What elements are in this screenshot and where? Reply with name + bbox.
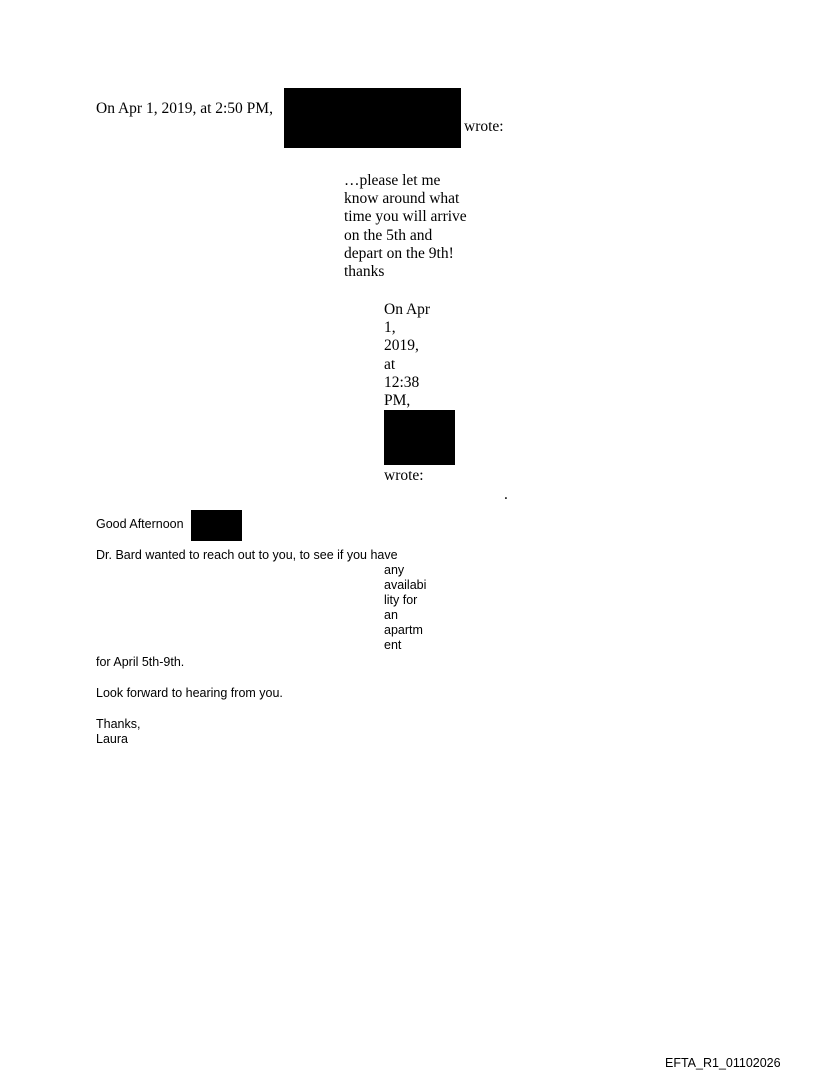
outer-header-suffix: wrote: [464, 118, 504, 135]
body-wrapped-fragment [384, 563, 426, 653]
reply-line: on the 5th and [344, 226, 433, 244]
body-wrapped-line: apartm [384, 623, 423, 637]
reply-line: thanks [344, 263, 385, 281]
inner-header-line: 12:38 [384, 373, 420, 391]
reply-line: know around what [344, 190, 460, 208]
reply-message [344, 172, 467, 281]
greeting: Good Afternoon [96, 517, 184, 531]
outer-header-prefix: On Apr 1, 2019, at 2:50 PM, [96, 100, 273, 117]
body-wrapped-line: any [384, 563, 405, 577]
body-wrapped-line: lity for [384, 593, 418, 607]
stray-mark: . [504, 486, 508, 503]
body-wrapped-line: an [384, 608, 398, 622]
inner-header [384, 301, 430, 410]
redaction-box-sender-2 [384, 410, 455, 465]
body-last-line: for April 5th-9th. [96, 655, 185, 669]
body-wrapped-line: ent [384, 638, 402, 652]
inner-header-line: at [384, 355, 396, 373]
redaction-box-recipient [191, 510, 242, 541]
body-wrapped-line: availabi [384, 578, 427, 592]
reply-line: …please let me [344, 172, 441, 189]
inner-header-line: 2019, [384, 337, 419, 355]
inner-header-line: On Apr [384, 301, 431, 318]
signoff: Thanks, [96, 717, 141, 731]
inner-header-line: PM, [384, 392, 411, 410]
reply-line: time you will arrive [344, 208, 467, 226]
inner-header-suffix: wrote: [384, 467, 424, 484]
body-first-line: Dr. Bard wanted to reach out to you, to see if you have [96, 548, 398, 562]
inner-header-line: 1, [384, 319, 396, 337]
closing-line: Look forward to hearing from you. [96, 686, 283, 700]
document-id: EFTA_R1_01102026 [665, 1056, 781, 1070]
signature: Laura [96, 732, 128, 746]
reply-line: depart on the 9th! [344, 244, 454, 262]
redaction-box-sender-1 [284, 88, 461, 148]
